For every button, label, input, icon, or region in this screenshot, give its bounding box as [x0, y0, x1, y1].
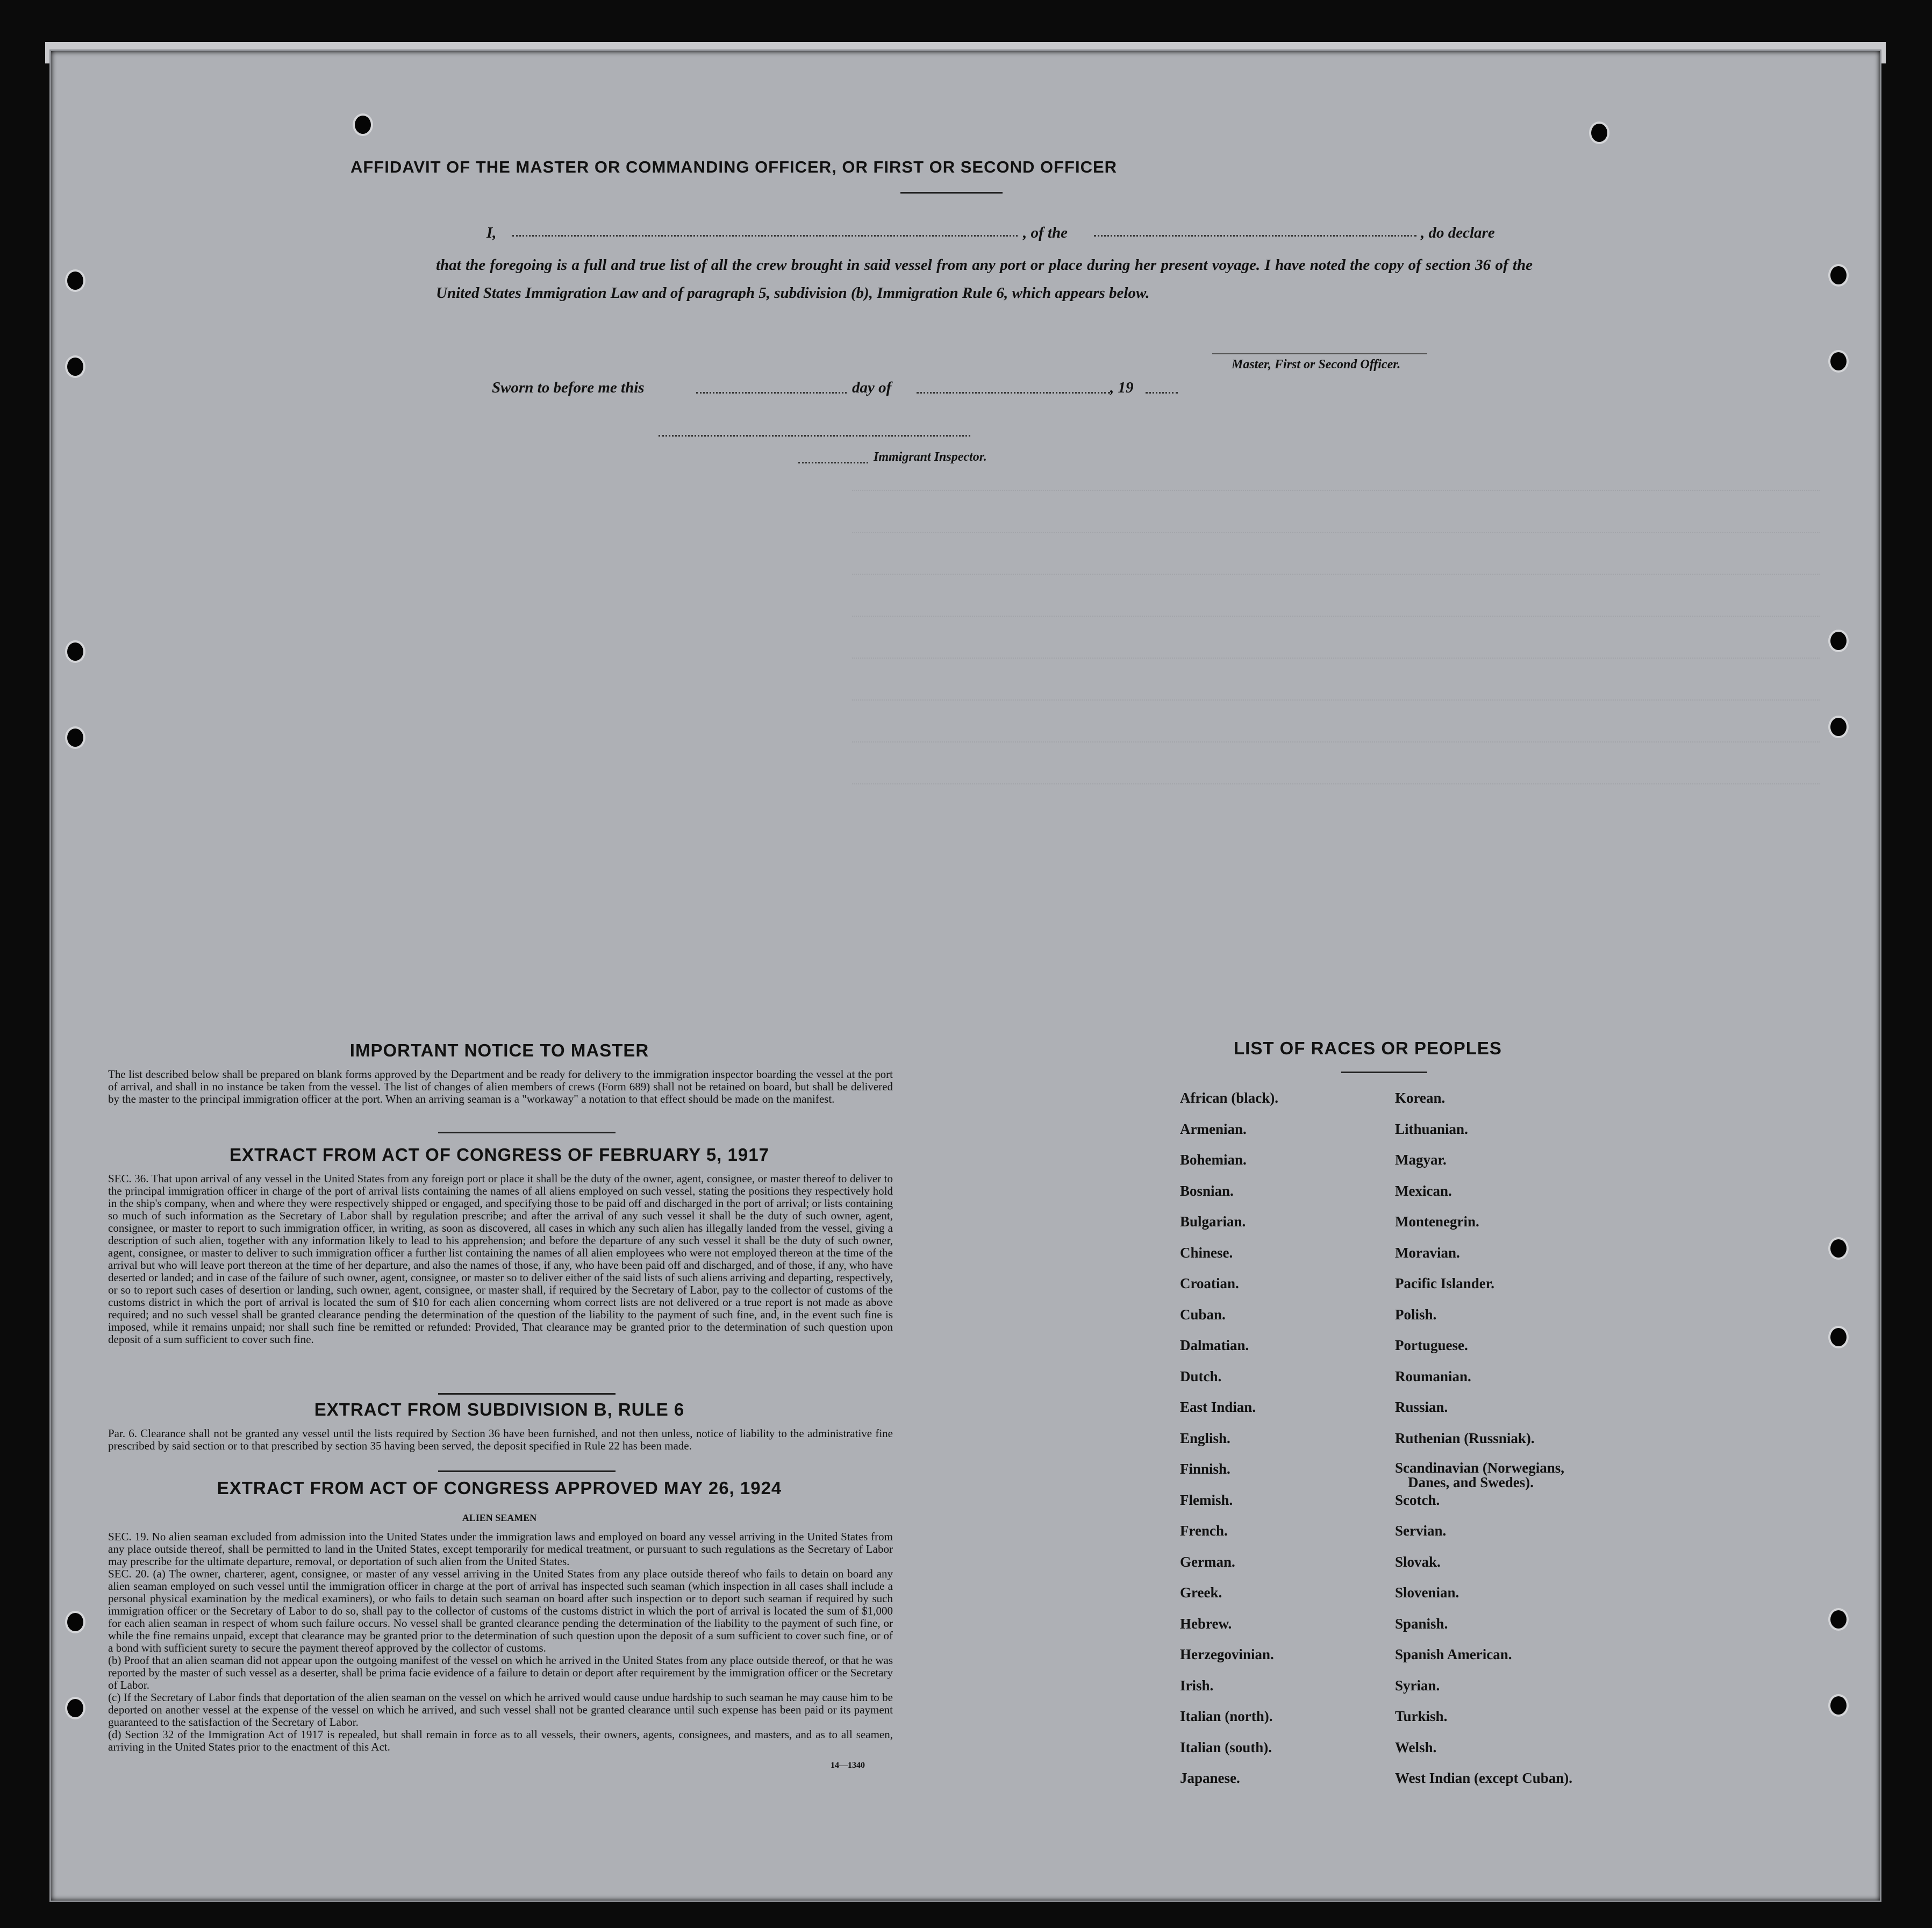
extract-1917-rule	[438, 1393, 616, 1395]
affidavit-declare: , do declare	[1421, 224, 1495, 241]
binder-hole	[1830, 1328, 1847, 1346]
inspector-prefix-line	[798, 462, 868, 463]
race-item: Roumanian.	[1395, 1368, 1471, 1384]
race-item: Flemish.	[1180, 1491, 1233, 1508]
race-item: West Indian (except Cuban).	[1395, 1770, 1573, 1786]
inspector-signature-line	[659, 435, 970, 437]
binder-hole	[67, 642, 83, 661]
affidavit-body: that the foregoing is a full and true list of all the crew brought in said vessel from any port or place during her present voyage. I have noted the copy of section 36 of the United States Immigration Law and of paragraph 5, subdivision (b), Immigration Rule 6, which appears below.	[436, 256, 1533, 302]
race-item: English.	[1180, 1430, 1230, 1446]
notice-rule	[438, 1132, 616, 1133]
race-item: Cuban.	[1180, 1306, 1226, 1323]
race-item: Greek.	[1180, 1584, 1222, 1601]
race-item: Mexican.	[1395, 1182, 1452, 1199]
name-line	[512, 235, 1018, 237]
binder-hole	[1830, 352, 1847, 370]
affidavit-of-the: , of the	[1023, 224, 1068, 241]
extract-1924-title: EXTRACT FROM ACT OF CONGRESS APPROVED MAY 26, 1924	[217, 1478, 782, 1498]
race-item: Hebrew.	[1180, 1615, 1232, 1632]
race-item-line: Danes, and Swedes).	[1408, 1474, 1534, 1490]
race-item: Herzegovinian.	[1180, 1646, 1274, 1662]
extract-1917-text: SEC. 36. That upon arrival of any vessel in the United States from any foreign port or place it shall be the duty of the owner, agent, consignee, or master thereof to deliver to the principal immigration officer in charge of the port of arrival lists containing the names of all aliens employed on such vessel, stating the positions they respectively hold in the ship's company, when and where they were respectively shipped or engaged, and specifying those to be paid off and discharged in the port of arrival; or lists containing so much of such information as the Secretary of Labor shall by regulation prescribe; and after the arrival of any such vessel it shall be the duty of such owner, agent, consignee, or master to report to such immigration officer, in writing, as soon as discovered, all cases in which any such alien has illegally landed from the vessel, giving a description of such alien, together with any information likely to lead to his apprehension; and before the departure of any such vessel it shall be the duty of such owner, agent, consignee, or master to deliver to such immigration officer a further list containing the names of all alien employees who were not employed thereon at the time of the arrival but who will leave port thereon at the time of her departure, and also the names of those, if any, who have been paid off and discharged, and of those, if any, who have deserted or landed; and in case of the failure of such owner, agent, consignee, or master so to deliver either of the said lists of such aliens arriving and departing, respectively, or so to report such cases of desertion or landing, such owner, agent, consignee, or master shall, if required by the Secretary of Labor, pay to the collector of customs of the customs district in which the port of arrival is located the sum of $10 for each alien concerning whom correct lists are not delivered or a true report is not made as above required; and no such vessel shall be granted clearance pending the determination of the question of the liability to the payment of such fine, and, in the event such fine is imposed, while it remains unpaid; nor shall such fine be remitted or refunded: Provided, That clearance may be granted prior to the determination of such question upon deposit of a sum sufficient to cover such fine.	[108, 1172, 893, 1346]
vessel-line	[1094, 235, 1416, 237]
race-item: Russian.	[1395, 1399, 1448, 1415]
sec-20a-text: SEC. 20. (a) The owner, charterer, agent, consignee, or master of any vessel arriving in the United States from any place outside thereof who fails to detain on board any alien seaman employed on such vessel until the immigration officer in charge at the port of arrival has inspected such seaman (which inspection in all cases shall include a personal physical examination by the medical examiners), or who fails to detain such seaman on board after such inspection or to deport such seaman if required by such immigration officer or the Secretary of Labor to do so, shall pay to the collector of customs of the customs district in which the port of arrival is located the sum of $1,000 for each alien seaman in respect of whom such failure occurs. No vessel shall be granted clearance pending the determination of the liability to the payment of such fine, or while the fine remains unpaid, except that clearance may be granted prior to the determination of such question upon the deposit of a sum sufficient to cover such fine, or of a bond with sufficient surety to secure the payment thereof approved by the collector of customs.	[108, 1567, 893, 1654]
affidavit-i: I,	[486, 224, 497, 241]
sworn-day-line	[696, 392, 847, 394]
sec-20c-text: (c) If the Secretary of Labor finds that deportation of the alien seaman on the vessel on which he arrived would cause undue hardship to such seaman he may cause him to be deported on another vessel at the expense of the vessel on which he arrived, and such vessel shall not be granted clearance until such expense has been paid or its payment guaranteed to the satisfaction of the Secretary of Labor.	[108, 1691, 893, 1729]
master-signature-line	[1212, 353, 1427, 354]
race-item: Spanish American.	[1395, 1646, 1512, 1662]
binder-hole	[1830, 718, 1847, 736]
race-item: Slovenian.	[1395, 1584, 1459, 1601]
binder-hole	[67, 729, 83, 747]
sworn-year-line	[1146, 392, 1178, 394]
affidavit-title: AFFIDAVIT OF THE MASTER OR COMMANDING OFFICER, OR FIRST OR SECOND OFFICER	[350, 158, 1118, 176]
race-item: Syrian.	[1395, 1677, 1440, 1694]
race-item: Servian.	[1395, 1523, 1447, 1539]
race-item: Welsh.	[1395, 1739, 1437, 1755]
race-item: Bohemian.	[1180, 1152, 1247, 1168]
race-item: Chinese.	[1180, 1244, 1233, 1261]
binder-hole	[1830, 1239, 1847, 1258]
race-item: Bulgarian.	[1180, 1213, 1246, 1230]
master-label: Master, First or Second Officer.	[1232, 358, 1401, 372]
race-item: Pacific Islander.	[1395, 1275, 1494, 1291]
binder-hole	[1830, 266, 1847, 284]
race-item: Magyar.	[1395, 1152, 1447, 1168]
rule6-text: Par. 6. Clearance shall not be granted any vessel until the lists required by Section 36 have been furnished, and not then unless, notice of liability to the administrative fine prescribed by said section or to that prescribed by section 35 having been served, the deposit specified in Rule 22 has been made.	[108, 1427, 893, 1452]
races-right-column	[1395, 1090, 1572, 1801]
sec-20d-text: (d) Section 32 of the Immigration Act of 1917 is repealed, but shall remain in force as to all vessels, their owners, agents, consignees, and masters, and as to all seamen, arriving in the United States prior to the enactment of this Act.	[108, 1728, 893, 1753]
race-item: African (black).	[1180, 1090, 1278, 1106]
race-item: Spanish.	[1395, 1615, 1448, 1632]
binder-hole	[1830, 632, 1847, 650]
races-left-column	[1180, 1090, 1278, 1801]
race-item: Portuguese.	[1395, 1337, 1468, 1353]
rule6-rule	[438, 1470, 616, 1472]
bleed-through	[852, 449, 1820, 1255]
binder-hole	[67, 1613, 83, 1631]
notice-text: The list described below shall be prepared on blank forms approved by the Department and be ready for delivery to the immigration inspector boarding the vessel at the port of arrival, and shall in no instance be taken from the vessel. The list of changes of alien members of crews (Form 689) shall not be retained on board, but shall be delivered by the master to the principal immigration officer at the port. When an arriving seaman is a "workaway" a notation to that effect should be made on the manifest.	[108, 1068, 893, 1105]
race-item: Bosnian.	[1180, 1182, 1234, 1199]
binder-hole	[355, 116, 371, 134]
race-item: Italian (south).	[1180, 1739, 1272, 1755]
race-item: Ruthenian (Russniak).	[1395, 1430, 1535, 1446]
race-item: Slovak.	[1395, 1553, 1441, 1570]
race-item: Armenian.	[1180, 1120, 1247, 1137]
race-item: Italian (north).	[1180, 1708, 1273, 1724]
binder-hole	[67, 272, 83, 290]
sworn-prefix: Sworn to before me this	[492, 379, 645, 396]
race-item: Dutch.	[1180, 1368, 1222, 1384]
race-item: Finnish.	[1180, 1461, 1230, 1477]
race-item: Scotch.	[1395, 1491, 1440, 1508]
race-item: Irish.	[1180, 1677, 1214, 1694]
race-item: East Indian.	[1180, 1399, 1256, 1415]
form-sheet	[49, 49, 1881, 1902]
sworn-day: day of	[852, 379, 892, 396]
form-number: 14—1340	[831, 1761, 865, 1770]
extract-1924-sections	[108, 1531, 893, 1753]
race-item: Lithuanian.	[1395, 1120, 1468, 1137]
race-item: Montenegrin.	[1395, 1213, 1479, 1230]
sworn-month-line	[917, 392, 1110, 394]
race-item: Polish.	[1395, 1306, 1437, 1323]
sec-19-text: SEC. 19. No alien seaman excluded from admission into the United States under the immigration laws and employed on board any vessel arriving in the United States from any place outside thereof, shall be permitted to land in the United States, except temporarily for medical treatment, or pursuant to such regulations as the Secretary of Labor may prescribe for the ultimate departure, removal, or deportation of such alien from the United States.	[108, 1530, 893, 1568]
races-title: LIST OF RACES OR PEOPLES	[1234, 1038, 1502, 1058]
race-item: Moravian.	[1395, 1244, 1460, 1261]
race-item: French.	[1180, 1523, 1228, 1539]
binder-hole	[67, 1699, 83, 1717]
sworn-year: , 19	[1110, 379, 1134, 396]
binder-hole	[1591, 124, 1607, 142]
races-rule	[1341, 1072, 1427, 1073]
rule6-title: EXTRACT FROM SUBDIVISION B, RULE 6	[314, 1399, 685, 1419]
binder-hole	[1830, 1696, 1847, 1715]
race-item: Turkish.	[1395, 1708, 1448, 1724]
race-item: Dalmatian.	[1180, 1337, 1249, 1353]
race-item: Japanese.	[1180, 1770, 1240, 1786]
notice-title: IMPORTANT NOTICE TO MASTER	[349, 1040, 649, 1060]
title-rule	[900, 192, 1003, 194]
race-item-line: Scandinavian (Norwegians,	[1395, 1460, 1565, 1476]
race-item: Croatian.	[1180, 1275, 1239, 1291]
sec-20b-text: (b) Proof that an alien seaman did not appear upon the outgoing manifest of the vessel on which he arrived in the United States from any place outside thereof, or that he was reported by the master of such vessel as a deserter, shall be prima facie evidence of a failure to detain or deport after requirement by the immigration officer or the Secretary of Labor.	[108, 1654, 893, 1691]
alien-seamen-subtitle: ALIEN SEAMEN	[462, 1512, 537, 1523]
inspector-label: Immigrant Inspector.	[874, 450, 987, 464]
binder-hole	[67, 358, 83, 376]
race-item: German.	[1180, 1553, 1235, 1570]
race-item: Korean.	[1395, 1090, 1446, 1106]
binder-hole	[1830, 1610, 1847, 1629]
extract-1917-title: EXTRACT FROM ACT OF CONGRESS OF FEBRUARY 5, 1917	[230, 1145, 769, 1165]
race-item-two-line	[1395, 1461, 1572, 1492]
